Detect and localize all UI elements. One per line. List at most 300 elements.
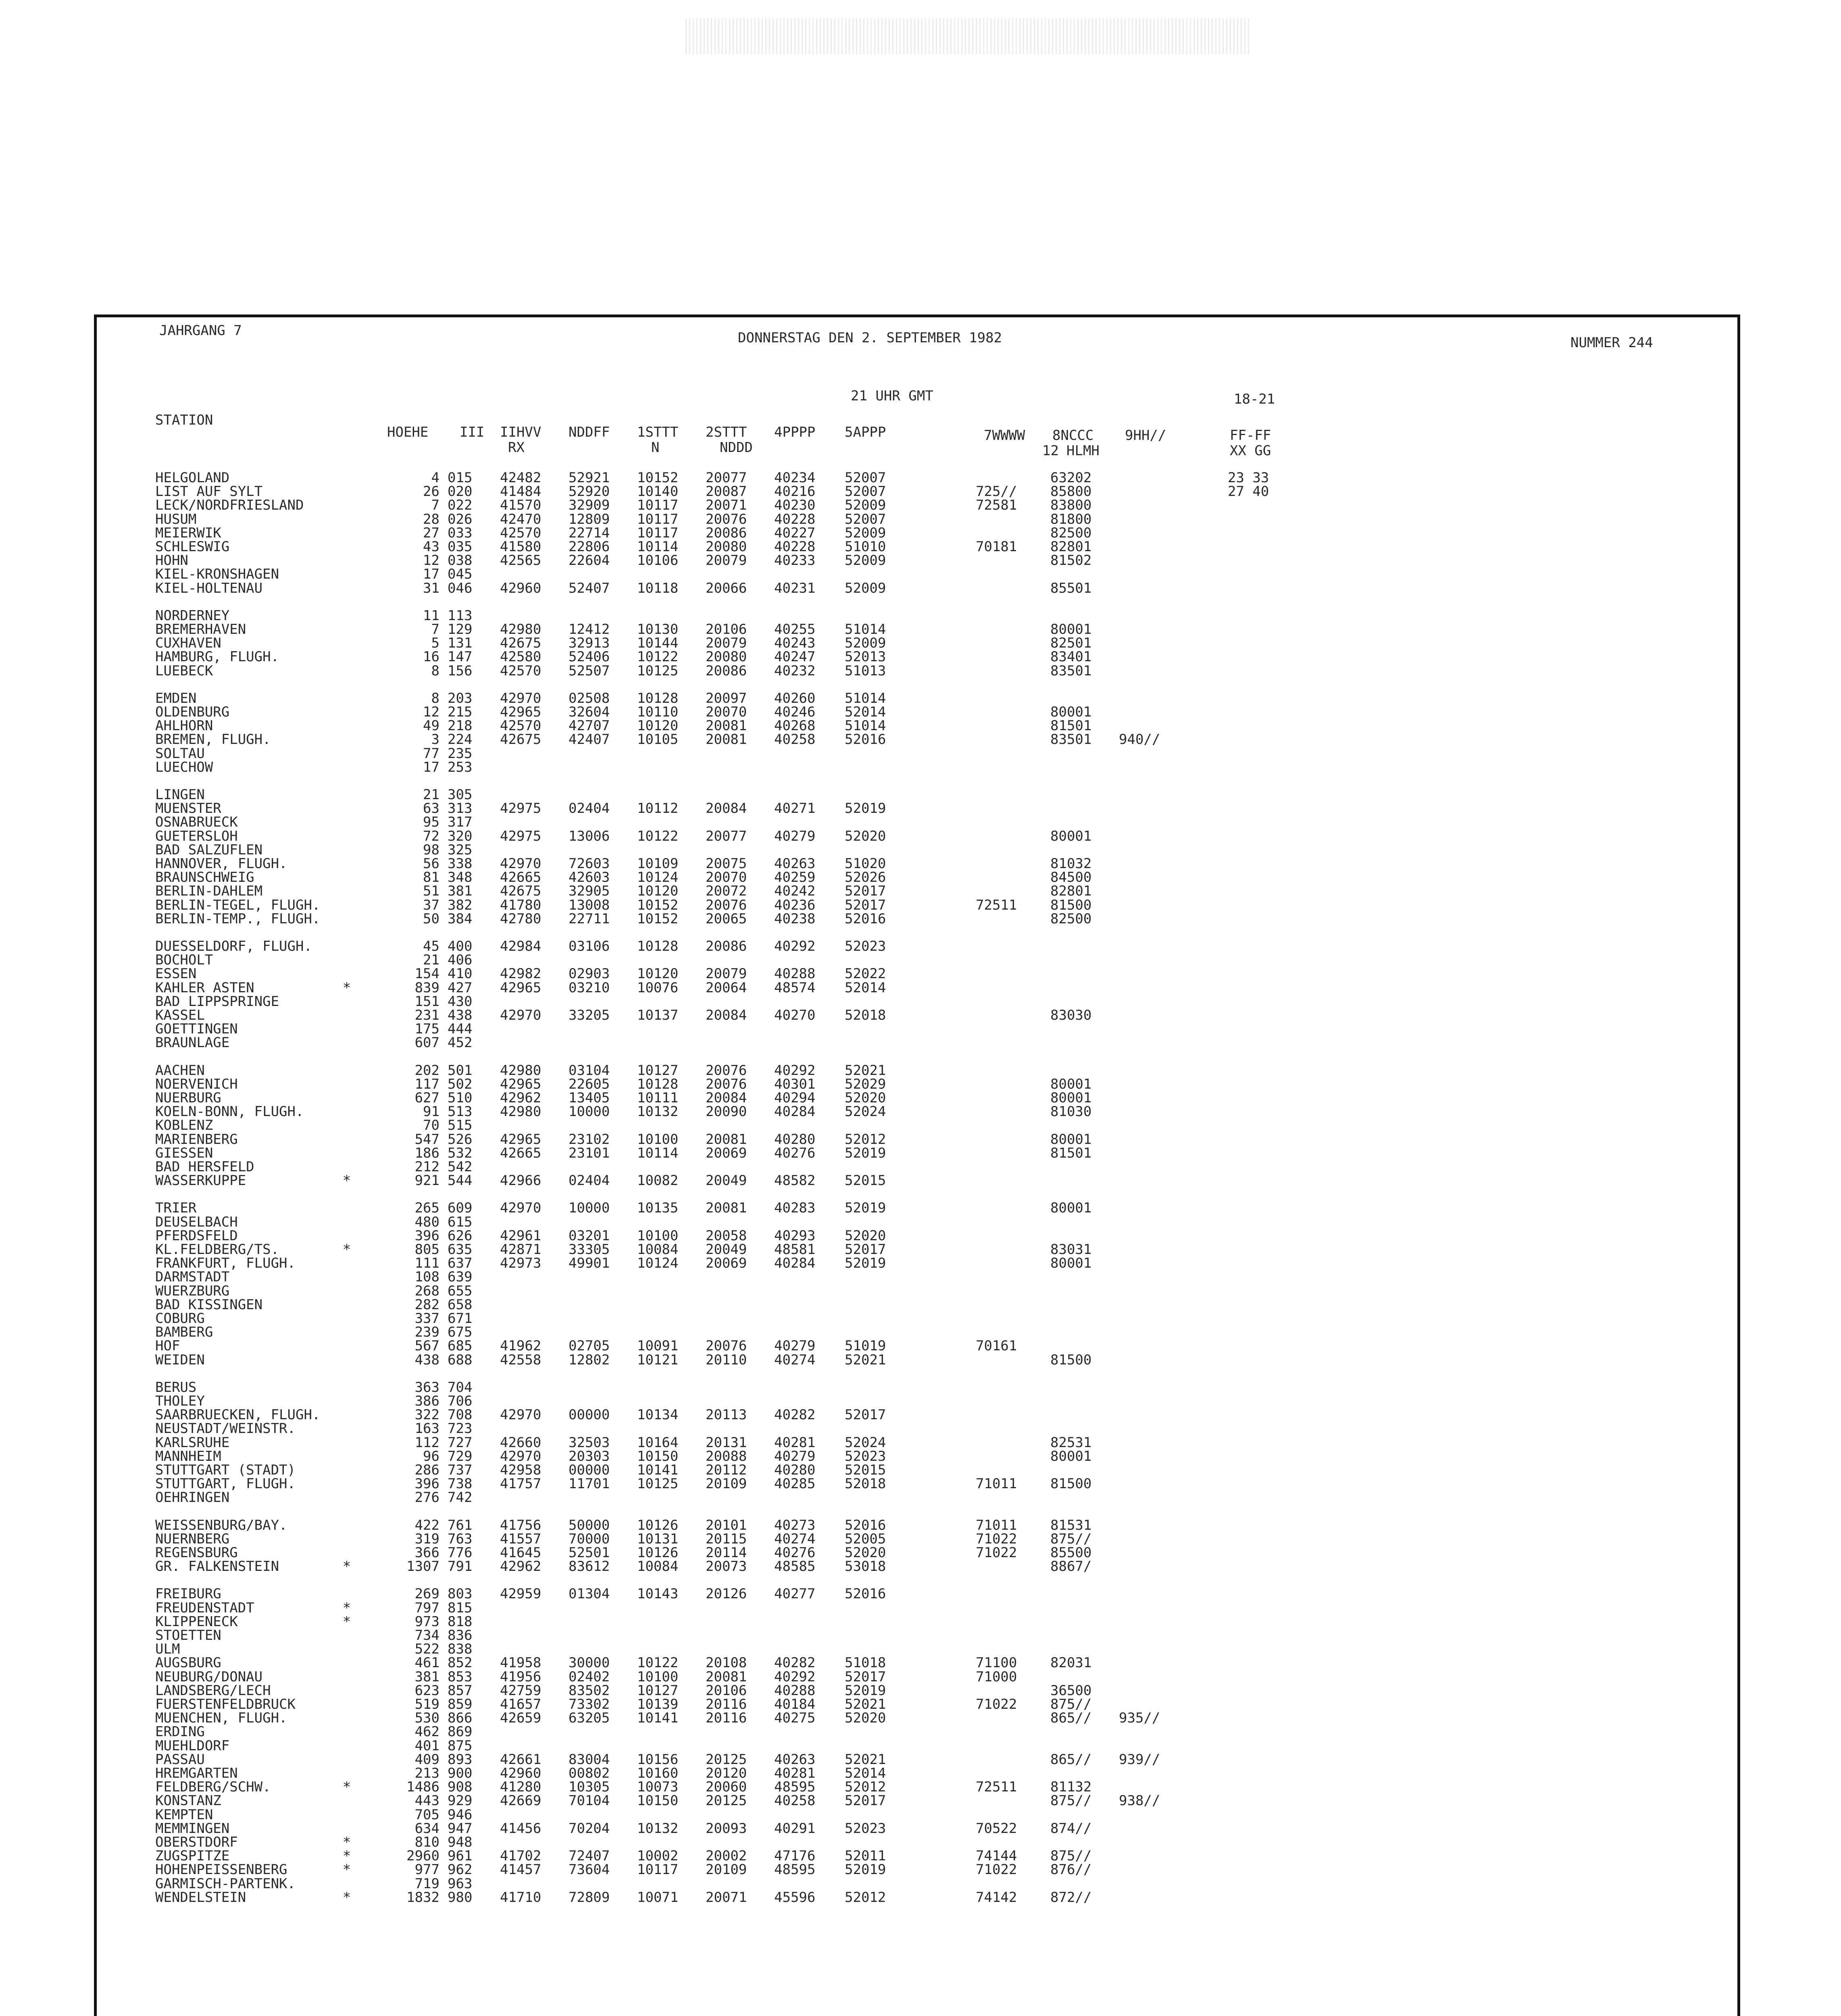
col-9hh: 9HH// [1125, 427, 1166, 444]
station-name: LUEBECK [155, 663, 213, 679]
dewpoint-cell: 20120 [706, 1765, 747, 1781]
station-name: KLIPPENECK [155, 1614, 238, 1630]
iihvv-cell: 42965 [500, 1131, 541, 1148]
tendency-cell: 51020 [845, 856, 886, 872]
cloud-cell: 83501 [1050, 731, 1092, 748]
tendency-cell: 52017 [845, 1793, 886, 1809]
mountain-station-mark: * [342, 1862, 351, 1878]
iihvv-cell: 42970 [500, 1407, 541, 1423]
temperature-cell: 10100 [637, 1131, 679, 1148]
station-number-cell: 908 [448, 1779, 473, 1795]
station-name: FRANKFURT, FLUGH. [155, 1255, 296, 1271]
height-cell: 27 [423, 525, 439, 541]
station-name: BREMERHAVEN [155, 621, 246, 637]
station-number-cell: 962 [448, 1862, 473, 1878]
station-number-cell: 815 [448, 1600, 473, 1616]
nddff-cell: 13405 [569, 1090, 610, 1106]
cloud-cell: 81032 [1050, 856, 1092, 872]
pressure-cell: 48581 [774, 1241, 816, 1258]
station-name: LUECHOW [155, 759, 213, 775]
dewpoint-cell: 20069 [706, 1255, 747, 1271]
iihvv-cell: 42975 [500, 828, 541, 844]
code9-cell: 940// [1119, 731, 1160, 748]
station-name: WEIDEN [155, 1352, 205, 1368]
pressure-cell: 40273 [774, 1517, 816, 1533]
height-cell: 705 [414, 1807, 439, 1823]
nddff-cell: 42407 [569, 731, 610, 748]
nddff-cell: 72603 [569, 856, 610, 872]
height-cell: 1307 [406, 1558, 439, 1574]
time-label: 21 UHR GMT [851, 388, 933, 404]
temperature-cell: 10164 [637, 1435, 679, 1451]
nddff-cell: 52406 [569, 649, 610, 665]
height-cell: 719 [414, 1876, 439, 1892]
height-cell: 530 [414, 1710, 439, 1726]
station-number-cell: 947 [448, 1820, 473, 1837]
weather-cell: 72511 [976, 897, 1017, 913]
mountain-station-mark: * [342, 1600, 351, 1616]
dewpoint-cell: 20066 [706, 580, 747, 596]
dewpoint-cell: 20086 [706, 938, 747, 954]
pressure-cell: 40279 [774, 1338, 816, 1354]
tendency-cell: 52019 [845, 1145, 886, 1161]
tendency-cell: 52019 [845, 1255, 886, 1271]
pressure-cell: 40275 [774, 1710, 816, 1726]
height-cell: 977 [414, 1862, 439, 1878]
pressure-cell: 40281 [774, 1435, 816, 1451]
pressure-cell: 40243 [774, 635, 816, 651]
height-cell: 202 [414, 1062, 439, 1079]
dewpoint-cell: 20070 [706, 704, 747, 720]
station-name: WENDELSTEIN [155, 1889, 246, 1906]
station-number-cell: 532 [448, 1145, 473, 1161]
station-number-cell: 033 [448, 525, 473, 541]
temperature-cell: 10127 [637, 1683, 679, 1699]
station-number-cell: 026 [448, 511, 473, 527]
station-number-cell: 317 [448, 814, 473, 830]
weather-cell: 71100 [976, 1655, 1017, 1671]
station-name: COBURG [155, 1310, 205, 1327]
pressure-cell: 40242 [774, 883, 816, 899]
temperature-cell: 10071 [637, 1889, 679, 1906]
iihvv-cell: 41710 [500, 1889, 541, 1906]
height-cell: 805 [414, 1241, 439, 1258]
scan-noise [685, 18, 1250, 54]
station-number-cell: 203 [448, 690, 473, 706]
iihvv-cell: 42982 [500, 966, 541, 982]
station-name: BAD KISSINGEN [155, 1297, 263, 1313]
dewpoint-cell: 20093 [706, 1820, 747, 1837]
tendency-cell: 52019 [845, 1200, 886, 1216]
height-cell: 973 [414, 1614, 439, 1630]
iihvv-cell: 42962 [500, 1558, 541, 1574]
dewpoint-cell: 20114 [706, 1545, 747, 1561]
temperature-cell: 10131 [637, 1531, 679, 1547]
pressure-cell: 40260 [774, 690, 816, 706]
height-cell: 8 [431, 663, 439, 679]
iihvv-cell: 41645 [500, 1545, 541, 1561]
nddff-cell: 70204 [569, 1820, 610, 1837]
nddff-cell: 00802 [569, 1765, 610, 1781]
station-number-cell: 688 [448, 1352, 473, 1368]
iihvv-cell: 42570 [500, 663, 541, 679]
tendency-cell: 51013 [845, 663, 886, 679]
iihvv-cell: 42970 [500, 1448, 541, 1464]
pressure-cell: 40285 [774, 1476, 816, 1492]
station-number-cell: 338 [448, 856, 473, 872]
station-name: DEUSELBACH [155, 1214, 238, 1230]
nddff-cell: 72809 [569, 1889, 610, 1906]
tendency-cell: 52020 [845, 1090, 886, 1106]
pressure-cell: 40274 [774, 1352, 816, 1368]
pressure-cell: 40282 [774, 1655, 816, 1671]
table-frame [94, 314, 1740, 2016]
pressure-cell: 40232 [774, 663, 816, 679]
tendency-cell: 52024 [845, 1435, 886, 1451]
nddff-cell: 02903 [569, 966, 610, 982]
iihvv-cell: 42980 [500, 621, 541, 637]
nddff-cell: 49901 [569, 1255, 610, 1271]
weather-cell: 72511 [976, 1779, 1017, 1795]
temperature-cell: 10132 [637, 1820, 679, 1837]
station-name: MEIERWIK [155, 525, 221, 541]
cloud-cell: 83031 [1050, 1241, 1092, 1258]
temperature-cell: 10124 [637, 1255, 679, 1271]
nddff-cell: 10000 [569, 1200, 610, 1216]
pressure-cell: 40263 [774, 856, 816, 872]
iihvv-cell: 42970 [500, 856, 541, 872]
station-number-cell: 791 [448, 1558, 473, 1574]
pressure-cell: 40216 [774, 483, 816, 500]
tendency-cell: 52014 [845, 704, 886, 720]
station-number-cell: 526 [448, 1131, 473, 1148]
station-number-cell: 218 [448, 718, 473, 734]
tendency-cell: 51010 [845, 539, 886, 555]
station-name: OLDENBURG [155, 704, 230, 720]
pressure-cell: 40247 [774, 649, 816, 665]
pressure-cell: 40281 [774, 1765, 816, 1781]
temperature-cell: 10152 [637, 897, 679, 913]
pressure-cell: 40284 [774, 1255, 816, 1271]
station-number-cell: 510 [448, 1090, 473, 1106]
station-number-cell: 215 [448, 704, 473, 720]
cloud-cell: 80001 [1050, 1090, 1092, 1106]
temperature-cell: 10076 [637, 980, 679, 996]
col-7www: 7WWWW [984, 427, 1025, 444]
station-number-cell: 156 [448, 663, 473, 679]
station-number-cell: 708 [448, 1407, 473, 1423]
station-name: BAD SALZUFLEN [155, 842, 263, 858]
station-name: BERLIN-DAHLEM [155, 883, 263, 899]
height-cell: 31 [423, 580, 439, 596]
tendency-cell: 52014 [845, 980, 886, 996]
pressure-cell: 40228 [774, 511, 816, 527]
height-cell: 151 [414, 993, 439, 1010]
station-name: MANNHEIM [155, 1448, 221, 1464]
temperature-cell: 10117 [637, 525, 679, 541]
height-cell: 797 [414, 1600, 439, 1616]
col-1sttt-sub: N [651, 439, 660, 456]
iihvv-cell: 42959 [500, 1586, 541, 1602]
iihvv-cell: 41456 [500, 1820, 541, 1837]
station-number-cell: 224 [448, 731, 473, 748]
cloud-cell: 80001 [1050, 1255, 1092, 1271]
cloud-cell: 80001 [1050, 828, 1092, 844]
col-4pppp: 4PPPP [774, 424, 816, 440]
station-number-cell: 348 [448, 869, 473, 885]
station-number-cell: 020 [448, 483, 473, 500]
height-cell: 81 [423, 869, 439, 885]
cloud-cell: 865// [1050, 1710, 1092, 1726]
pressure-cell: 45596 [774, 1889, 816, 1906]
height-cell: 95 [423, 814, 439, 830]
station-number-cell: 046 [448, 580, 473, 596]
temperature-cell: 10126 [637, 1545, 679, 1561]
station-name: NOERVENICH [155, 1076, 238, 1092]
pressure-cell: 40228 [774, 539, 816, 555]
iihvv-cell: 42871 [500, 1241, 541, 1258]
dewpoint-cell: 20112 [706, 1462, 747, 1478]
temperature-cell: 10112 [637, 800, 679, 816]
cloud-cell: 82531 [1050, 1435, 1092, 1451]
temperature-cell: 10152 [637, 911, 679, 927]
height-cell: 17 [423, 566, 439, 582]
weather-cell: 70522 [976, 1820, 1017, 1837]
mountain-station-mark: * [342, 1558, 351, 1574]
height-cell: 96 [423, 1448, 439, 1464]
temperature-cell: 10160 [637, 1765, 679, 1781]
tendency-cell: 52026 [845, 869, 886, 885]
code9-cell: 938// [1119, 1793, 1160, 1809]
col-iihvv-sub: RX [508, 439, 525, 456]
dewpoint-cell: 20084 [706, 1090, 747, 1106]
nddff-cell: 52507 [569, 663, 610, 679]
station-number-cell: 320 [448, 828, 473, 844]
station-number-cell: 038 [448, 552, 473, 569]
dewpoint-cell: 20081 [706, 1131, 747, 1148]
station-name: BAD HERSFELD [155, 1159, 254, 1175]
height-cell: 186 [414, 1145, 439, 1161]
weather-cell: 71022 [976, 1696, 1017, 1712]
temperature-cell: 10120 [637, 966, 679, 982]
height-cell: 443 [414, 1793, 439, 1809]
col-nddff: NDDFF [569, 424, 610, 440]
nddff-cell: 42603 [569, 869, 610, 885]
nddff-cell: 32909 [569, 497, 610, 513]
station-name: BOCHOLT [155, 952, 213, 968]
station-name: BERLIN-TEMP., FLUGH. [155, 911, 321, 927]
dewpoint-cell: 20086 [706, 525, 747, 541]
height-cell: 7 [431, 621, 439, 637]
dewpoint-cell: 20131 [706, 1435, 747, 1451]
height-cell: 607 [414, 1035, 439, 1051]
station-number-cell: 671 [448, 1310, 473, 1327]
dewpoint-cell: 20060 [706, 1779, 747, 1795]
height-cell: 522 [414, 1641, 439, 1657]
tendency-cell: 52019 [845, 1683, 886, 1699]
nddff-cell: 10000 [569, 1104, 610, 1120]
nddff-cell: 22604 [569, 552, 610, 569]
gust-cell: 23 33 [1228, 470, 1269, 486]
height-cell: 11 [423, 608, 439, 624]
pressure-cell: 40301 [774, 1076, 816, 1092]
station-number-cell: 729 [448, 1448, 473, 1464]
nddff-cell: 13008 [569, 897, 610, 913]
station-number-cell: 147 [448, 649, 473, 665]
col-iihvv: IIHVV [500, 424, 541, 440]
station-name: HOF [155, 1338, 180, 1354]
dewpoint-cell: 20079 [706, 966, 747, 982]
pressure-cell: 40292 [774, 1669, 816, 1685]
temperature-cell: 10156 [637, 1752, 679, 1768]
height-cell: 422 [414, 1517, 439, 1533]
dewpoint-cell: 20080 [706, 539, 747, 555]
nddff-cell: 02404 [569, 1173, 610, 1189]
pressure-cell: 40276 [774, 1145, 816, 1161]
station-number-cell: 658 [448, 1297, 473, 1313]
station-number-cell: 963 [448, 1876, 473, 1892]
code9-cell: 935// [1119, 1710, 1160, 1726]
temperature-cell: 10084 [637, 1558, 679, 1574]
iihvv-cell: 42665 [500, 869, 541, 885]
dewpoint-cell: 20076 [706, 1338, 747, 1354]
station-name: THOLEY [155, 1393, 205, 1409]
iihvv-cell: 42558 [500, 1352, 541, 1368]
station-number-cell: 235 [448, 746, 473, 762]
dewpoint-cell: 20081 [706, 1669, 747, 1685]
nddff-cell: 03210 [569, 980, 610, 996]
cloud-cell: 81501 [1050, 718, 1092, 734]
iihvv-cell: 42970 [500, 690, 541, 706]
tendency-cell: 52021 [845, 1696, 886, 1712]
station-name: MUENSTER [155, 800, 221, 816]
station-name: DUESSELDORF, FLUGH. [155, 938, 312, 954]
dewpoint-cell: 20072 [706, 883, 747, 899]
iihvv-cell: 41657 [500, 1696, 541, 1712]
col-1sttt: 1STTT [637, 424, 679, 440]
iihvv-cell: 41956 [500, 1669, 541, 1685]
iihvv-cell: 42570 [500, 525, 541, 541]
tendency-cell: 52012 [845, 1779, 886, 1795]
temperature-cell: 10143 [637, 1586, 679, 1602]
station-name: NUERNBERG [155, 1531, 230, 1547]
cloud-cell: 83501 [1050, 663, 1092, 679]
station-number-cell: 542 [448, 1159, 473, 1175]
dewpoint-cell: 20077 [706, 470, 747, 486]
temperature-cell: 10117 [637, 497, 679, 513]
height-cell: 319 [414, 1531, 439, 1547]
station-number-cell: 929 [448, 1793, 473, 1809]
cloud-cell: 876// [1050, 1862, 1092, 1878]
nddff-cell: 42707 [569, 718, 610, 734]
station-number-cell: 803 [448, 1586, 473, 1602]
iihvv-cell: 41570 [500, 497, 541, 513]
tendency-cell: 52020 [845, 1710, 886, 1726]
height-cell: 810 [414, 1834, 439, 1850]
tendency-cell: 52021 [845, 1352, 886, 1368]
tendency-cell: 52009 [845, 497, 886, 513]
pressure-cell: 40236 [774, 897, 816, 913]
nddff-cell: 83502 [569, 1683, 610, 1699]
pressure-cell: 40288 [774, 966, 816, 982]
temperature-cell: 10082 [637, 1173, 679, 1189]
station-number-cell: 675 [448, 1324, 473, 1340]
iihvv-cell: 42580 [500, 649, 541, 665]
pressure-cell: 40268 [774, 718, 816, 734]
pressure-cell: 40234 [774, 470, 816, 486]
tendency-cell: 51019 [845, 1338, 886, 1354]
iihvv-cell: 42961 [500, 1228, 541, 1244]
iihvv-cell: 42661 [500, 1752, 541, 1768]
station-name: OSNABRUECK [155, 814, 238, 830]
temperature-cell: 10100 [637, 1228, 679, 1244]
station-name: KEMPTEN [155, 1807, 213, 1823]
station-name: HOHENPEISSENBERG [155, 1862, 287, 1878]
iihvv-cell: 41280 [500, 1779, 541, 1795]
temperature-cell: 10122 [637, 649, 679, 665]
iihvv-cell: 41484 [500, 483, 541, 500]
height-cell: 63 [423, 800, 439, 816]
station-name: LECK/NORDFRIESLAND [155, 497, 304, 513]
dewpoint-cell: 20076 [706, 1076, 747, 1092]
station-name: STUTTGART, FLUGH. [155, 1476, 296, 1492]
cloud-cell: 81500 [1050, 1476, 1092, 1492]
height-cell: 265 [414, 1200, 439, 1216]
station-name: AUGSBURG [155, 1655, 221, 1671]
station-number-cell: 626 [448, 1228, 473, 1244]
dewpoint-cell: 20108 [706, 1655, 747, 1671]
station-name: SCHLESWIG [155, 539, 230, 555]
iihvv-cell: 42980 [500, 1062, 541, 1079]
iihvv-cell: 42759 [500, 1683, 541, 1699]
station-name: HUSUM [155, 511, 197, 527]
height-cell: 91 [423, 1104, 439, 1120]
station-number-cell: 253 [448, 759, 473, 775]
dewpoint-cell: 20113 [706, 1407, 747, 1423]
temperature-cell: 10130 [637, 621, 679, 637]
dewpoint-cell: 20064 [706, 980, 747, 996]
col-5appp: 5APPP [845, 424, 886, 440]
tendency-cell: 51014 [845, 690, 886, 706]
station-name: FREUDENSTADT [155, 1600, 254, 1616]
pressure-cell: 40227 [774, 525, 816, 541]
temperature-cell: 10150 [637, 1793, 679, 1809]
pressure-cell: 40282 [774, 1407, 816, 1423]
tendency-cell: 52019 [845, 800, 886, 816]
tendency-cell: 52021 [845, 1062, 886, 1079]
height-cell: 462 [414, 1724, 439, 1740]
temperature-cell: 10121 [637, 1352, 679, 1368]
nddff-cell: 00000 [569, 1407, 610, 1423]
nddff-cell: 32503 [569, 1435, 610, 1451]
tendency-cell: 52024 [845, 1104, 886, 1120]
height-cell: 3 [431, 731, 439, 748]
dewpoint-cell: 20087 [706, 483, 747, 500]
iihvv-cell: 42965 [500, 1076, 541, 1092]
gust-cell: 27 40 [1228, 483, 1269, 500]
nddff-cell: 03106 [569, 938, 610, 954]
station-number-cell: 853 [448, 1669, 473, 1685]
dewpoint-cell: 20073 [706, 1558, 747, 1574]
tendency-cell: 52019 [845, 1862, 886, 1878]
mountain-station-mark: * [342, 1848, 351, 1864]
tendency-cell: 52029 [845, 1076, 886, 1092]
station-number-cell: 444 [448, 1021, 473, 1037]
dewpoint-cell: 20086 [706, 663, 747, 679]
nddff-cell: 52407 [569, 580, 610, 596]
height-cell: 70 [423, 1117, 439, 1133]
station-name: OEHRINGEN [155, 1489, 230, 1506]
